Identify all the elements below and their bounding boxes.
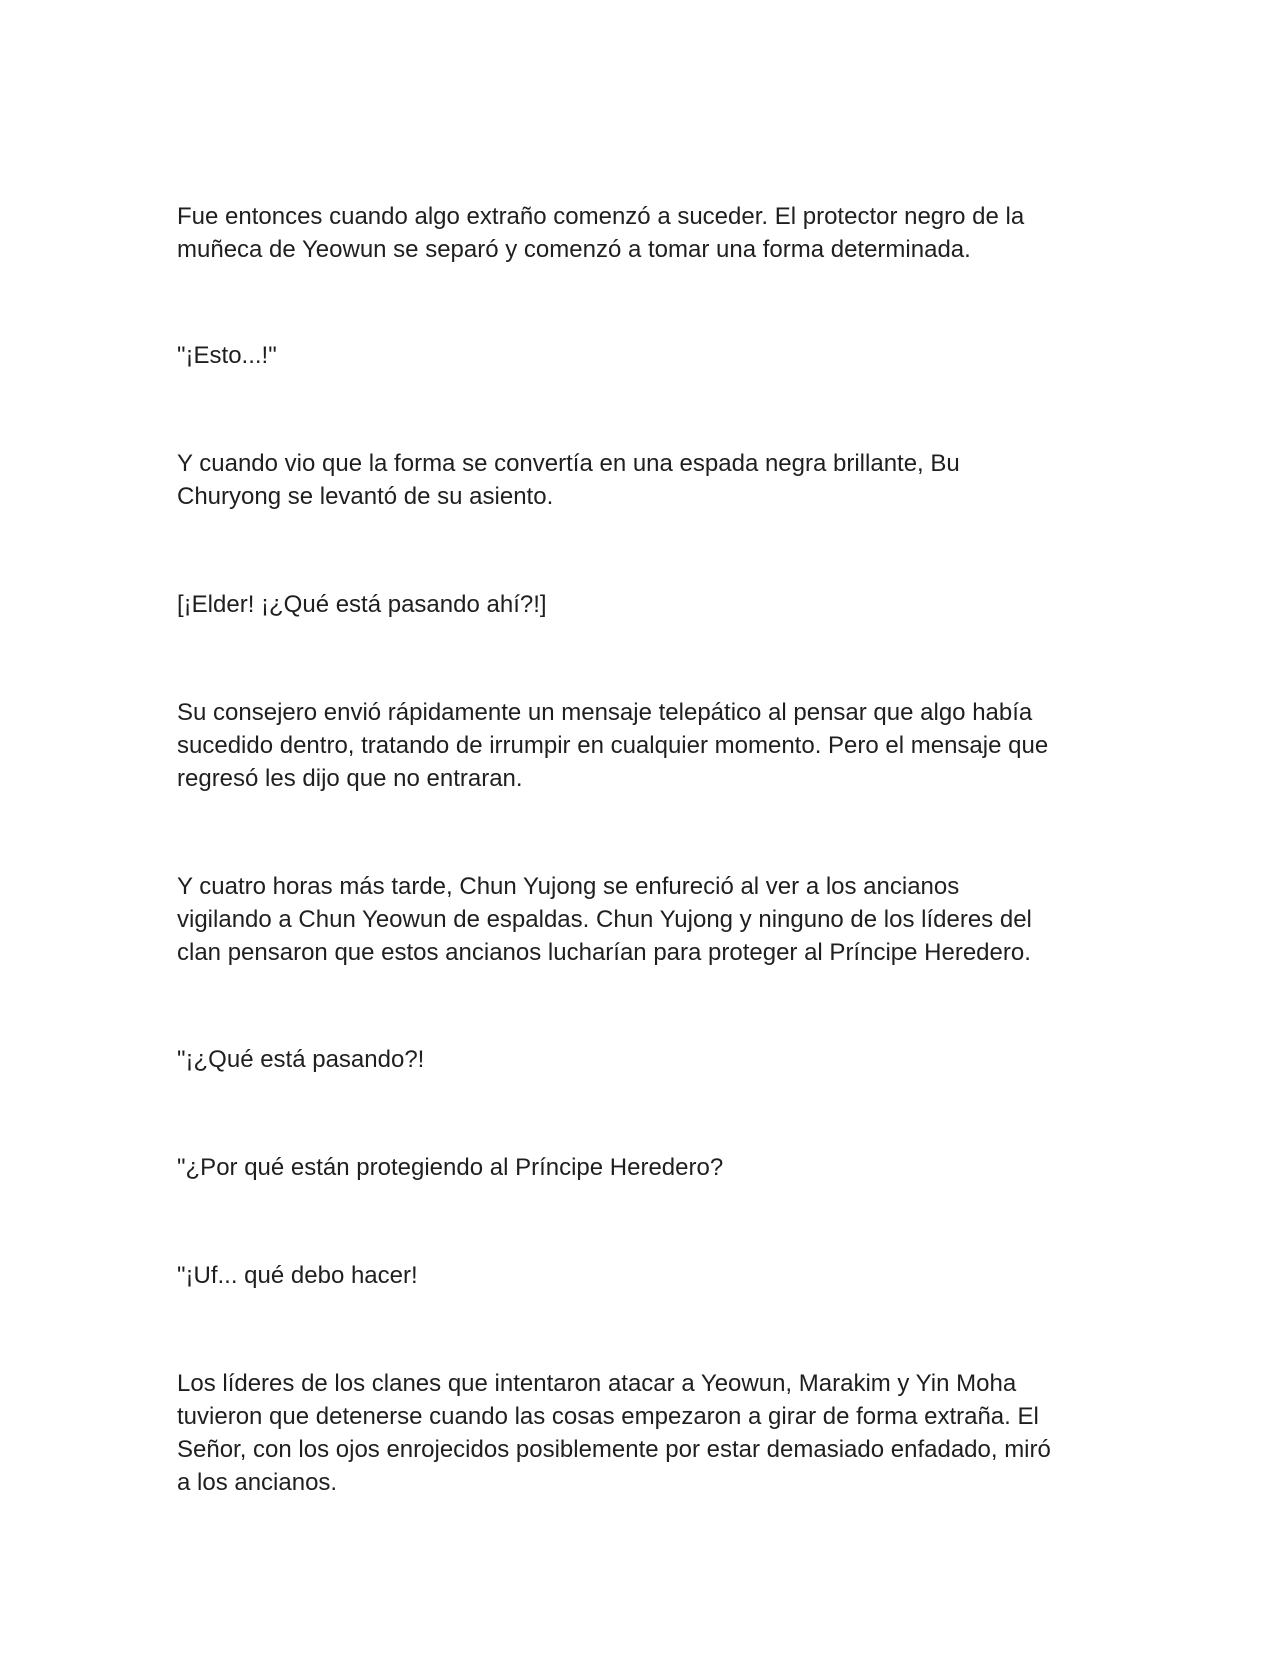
paragraph-3 (177, 447, 1117, 513)
text-line: "¿Por qué están protegiendo al Príncipe Heredero? (177, 1154, 724, 1181)
text-line: Y cuatro horas más tarde, Chun Yujong se enfureció al ver a los ancianos (177, 873, 960, 900)
text-line: regresó les dijo que no entraran. (177, 765, 523, 792)
paragraph-6 (177, 870, 1117, 969)
text-line: clan pensaron que estos ancianos lucharían para proteger al Príncipe Heredero. (177, 939, 1031, 966)
text-line: sucedido dentro, tratando de irrumpir en cualquier momento. Pero el mensaje que (177, 732, 1049, 759)
text-line: "¡Uf... qué debo hacer! (177, 1262, 418, 1289)
text-line: Churyong se levantó de su asiento. (177, 483, 554, 510)
text-line: a los ancianos. (177, 1469, 338, 1496)
text-line: muñeca de Yeowun se separó y comenzó a tomar una forma determinada. (177, 236, 971, 263)
paragraph-9 (177, 1259, 1117, 1292)
paragraph-4 (177, 588, 1117, 621)
text-line: Fue entonces cuando algo extraño comenzó a suceder. El protector negro de la (177, 203, 1025, 230)
paragraph-8 (177, 1151, 1117, 1184)
text-line: "¡¿Qué está pasando?! (177, 1046, 425, 1073)
text-line: vigilando a Chun Yeowun de espaldas. Chun Yujong y ninguno de los líderes del (177, 906, 1032, 933)
paragraph-1 (177, 200, 1117, 266)
text-line: Y cuando vio que la forma se convertía en una espada negra brillante, Bu (177, 450, 960, 477)
text-line: tuvieron que detenerse cuando las cosas empezaron a girar de forma extraña. El (177, 1403, 1039, 1430)
text-line: [¡Elder! ¡¿Qué está pasando ahí?!] (177, 591, 547, 618)
text-line: Señor, con los ojos enrojecidos posiblemente por estar demasiado enfadado, miró (177, 1436, 1051, 1463)
text-line: Su consejero envió rápidamente un mensaje telepático al pensar que algo había (177, 699, 1033, 726)
paragraph-5 (177, 696, 1117, 795)
text-line: "¡Esto...!" (177, 342, 277, 369)
paragraph-2 (177, 339, 1117, 372)
text-line: Los líderes de los clanes que intentaron atacar a Yeowun, Marakim y Yin Moha (177, 1370, 1017, 1397)
paragraph-10 (177, 1367, 1117, 1499)
paragraph-7 (177, 1043, 1117, 1076)
